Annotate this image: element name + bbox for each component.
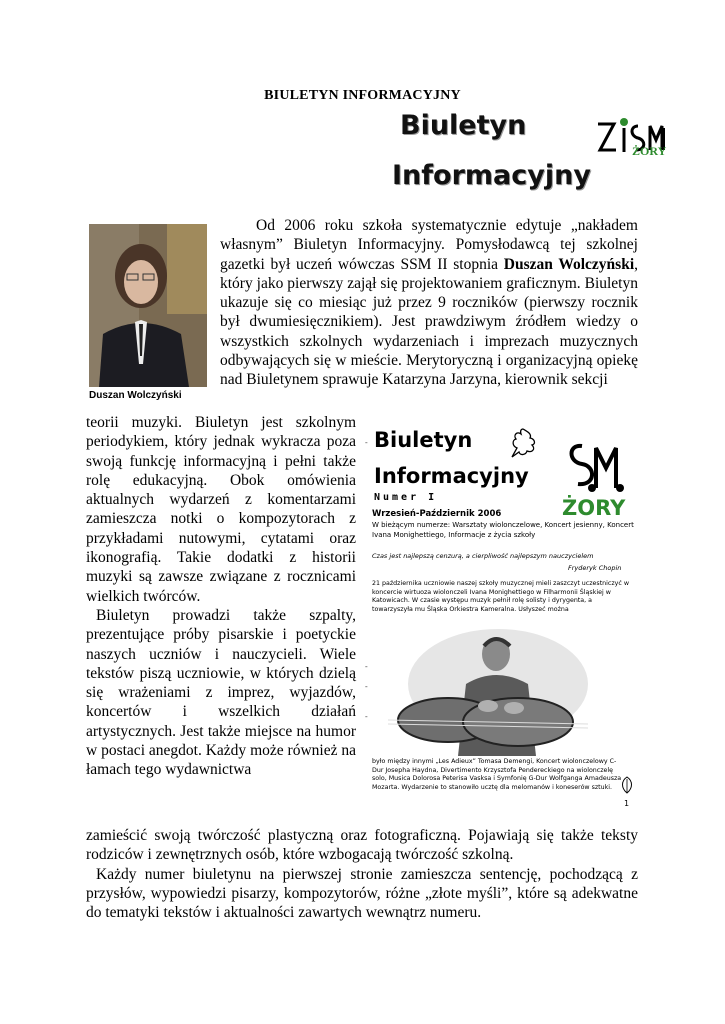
page-heading: BIULETYN INFORMACYJNY <box>264 88 461 103</box>
newsletter-issue: Numer I <box>374 492 438 503</box>
music-notes-logo-icon <box>556 432 636 494</box>
newsletter-logo <box>556 432 636 520</box>
margin-mark: - <box>365 438 368 447</box>
leaf-icon <box>620 776 634 794</box>
margin-mark: - <box>365 682 368 691</box>
newsletter-quote: Czas jest najlepszą cenzurą, a cierpliwość najlepszym nauczycielem <box>372 552 594 560</box>
column-paragraph-1: teorii muzyki. Biuletyn jest szkolnym periodykiem, który jednak wykracza poza swoją funkcję informacyjną i pełni także rolę edukacyjną. Obok omówienia aktualnych wydarzeń z komentarzami zamieszcza notki o kompozytorach z przykładami nutowymi, cytatami oraz ikonografią. Takie dodatki z historii muzyki są zawsze związane z rocznicami wielkich twórców. <box>86 414 356 605</box>
newsletter-title-line1: Biuletyn <box>374 428 473 452</box>
portrait-photo <box>89 224 207 387</box>
newsletter-quote-author: Fryderyk Chopin <box>568 564 622 572</box>
newsletter-title-line2: Informacyjny <box>374 464 529 488</box>
bottom-paragraph-2: Każdy numer biuletynu na pierwszej stronie zamieszcza sentencję, pochodzącą z przysłów, wypowiedzi pisarzy, kompozytorów, różne „złote myśli”, które są adekwatne do tematyki tekstów i aktualności zawartych wewnątrz numeru. <box>86 865 638 922</box>
column-paragraph-2: Biuletyn prowadzi także szpalty, prezentujące próby pisarskie i poetyckie naszych uczniów i nauczycieli. Wiele tekstów piszą uczniowie, w których dzielą się wrażeniami z imprez, wyjazdów, koncertów i wszelkich działań artystycznych. Jest także miejsce na humor w postaci anegdot. Każdy może również na łamach tego wydawnictwa <box>86 606 356 779</box>
bottom-text <box>86 826 638 922</box>
newsletter-page-number: 1 <box>624 799 630 808</box>
school-logo <box>594 114 672 164</box>
bottom-paragraph-1: zamieścić swoją twórczość plastyczną oraz fotograficzną. Pojawiają się także teksty rodziców i zewnętrznych osób, które wzbogacają twórczość szkolną. <box>86 827 638 864</box>
newsletter-program: było między innymi „Les Adieux” Tomasa Demengi, Koncert wiolonczelowy C-Dur Josepha Haydna, Divertimento Krzysztofa Pendereckiego na wiolonczelę solo, Musica Dolorosa Peterisa Vasksa i Symfonię G-Dur Wolfganga Amadeusza Mozarta. Wydarzenie to stanowiło ucztę dla melomanów i koneserów sztuki. <box>372 758 622 791</box>
logo-city: ŻORY <box>632 144 667 158</box>
masthead-line1: Biuletyn <box>400 110 527 141</box>
masthead-line2: Informacyjny <box>392 160 591 191</box>
margin-mark: - <box>365 712 368 721</box>
intro-author-name: Duszan Wolczyński <box>503 255 635 273</box>
left-column-text <box>86 413 356 780</box>
newsletter-date: Wrzesień-Październik 2006 <box>372 509 502 519</box>
newsletter-cover-image <box>368 424 638 814</box>
newsletter-contents: W bieżącym numerze: Warsztaty wiolonczelowe, Koncert jesienny, Koncert Ivana Monighettiego, Informacje z życia szkoły <box>372 521 634 539</box>
intro-paragraph <box>220 216 638 390</box>
intro-text-end: , który jako pierwszy zajął się projektowaniem graficznym. Biuletyn ukazuje się co miesiąc już przez 9 roczników (pierwszy rocznik był dwumiesięcznikiem). Jest prawdziwym źródłem wiedzy o wszystkich szkolnych wydarzeniach i imprezach muzycznych odbywających się w mieście. Merytoryczną i organizacyjną opiekę nad Biuletynem sprawuje Katarzyna Jarzyna, kierownik sekcji <box>220 255 638 389</box>
newsletter-logo-city: ŻORY <box>562 496 626 520</box>
cellist-photo <box>368 624 604 756</box>
newsletter-news: 21 października uczniowie naszej szkoły muzycznej mieli zaszczyt uczestniczyć w koncercie wirtuoza wiolonczeli Ivana Monighettiego w Filharmonii Śląskiej w Katowicach. W czasie występu muzyk pełnił rolę solisty i dyrygenta, a towarzyszyła mu Śląska Orkiestra Kameralna. Usłyszeć można <box>372 580 630 613</box>
oak-leaf-icon <box>506 426 540 460</box>
margin-mark: - <box>365 662 368 671</box>
photo-caption: Duszan Wolczyński <box>89 390 182 401</box>
intro-text-start: Od 2006 roku szkoła systematycznie edytuje „nakładem własnym” Biuletyn Informacyjny. Pomysłodawcą tej szkolnej gazetki był uczeń wówczas SSM II stopnia <box>220 217 638 273</box>
